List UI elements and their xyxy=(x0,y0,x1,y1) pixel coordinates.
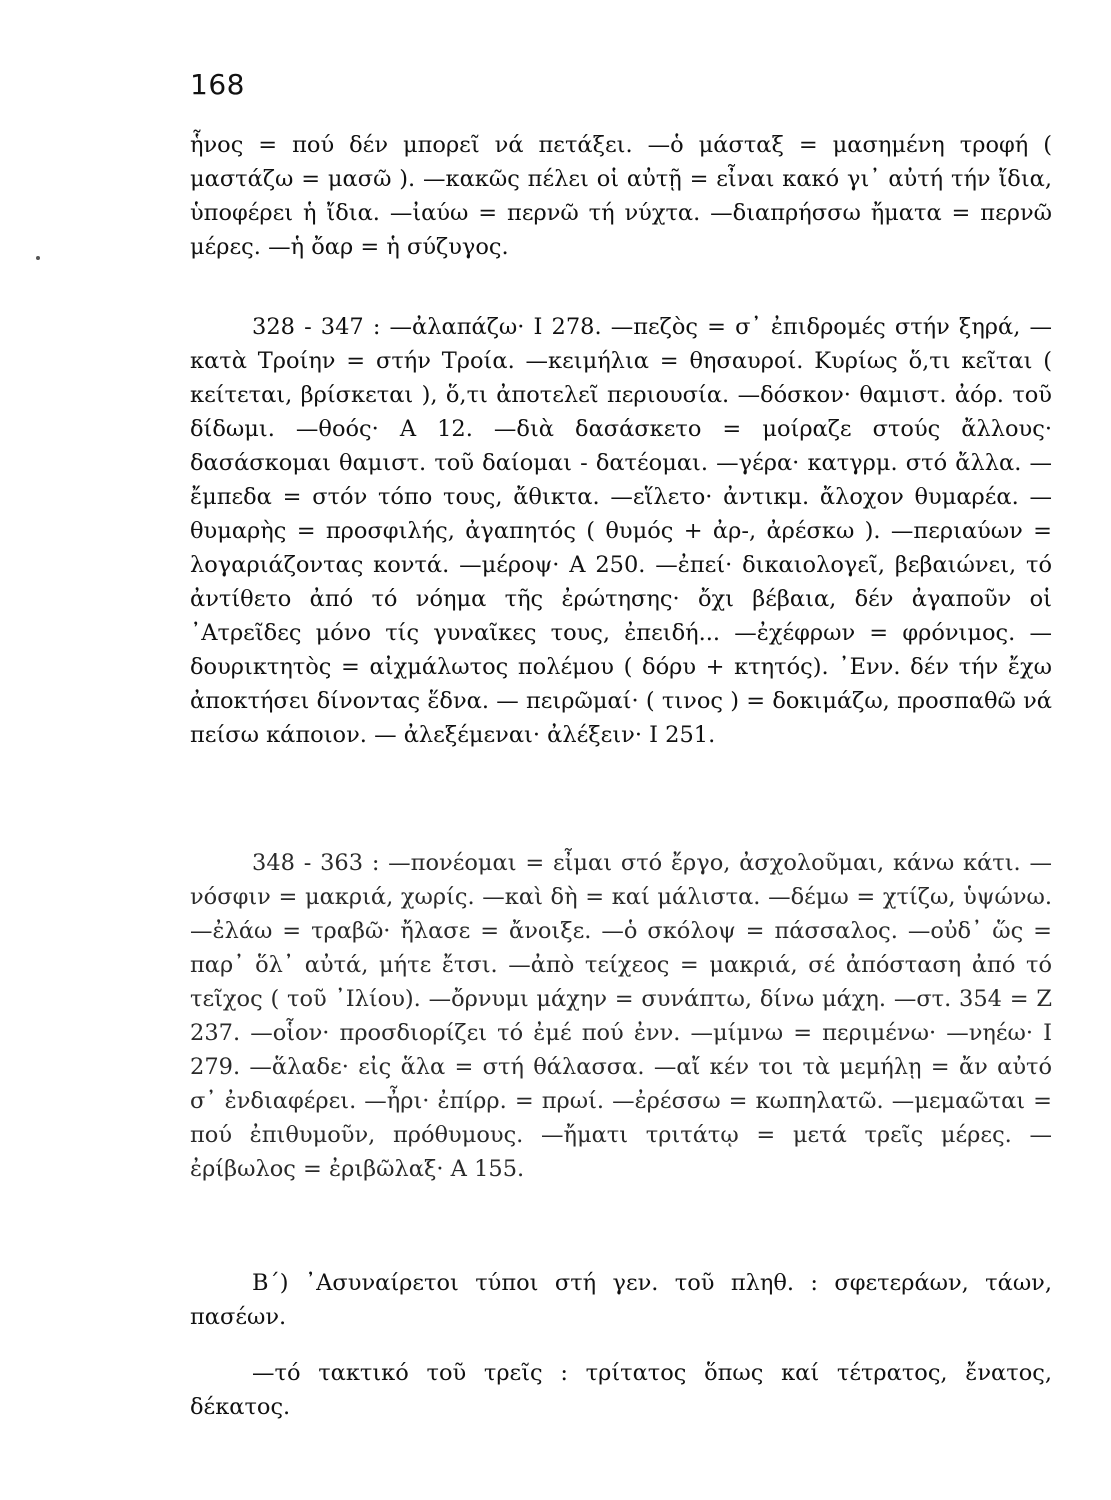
paragraph-glossary-1 xyxy=(190,128,1052,264)
paragraph-verses-328-347 xyxy=(190,310,1052,752)
paragraph-text: —τό τακτικό τοῦ τρεῖς : τρίτατος ὅπως καί τέτρατος, ἔνατος, δέκατος. xyxy=(190,1360,1052,1420)
paragraph-text: Β΄) ᾽Ασυναίρετοι τύποι στή γεν. τοῦ πληθ. : σφετεράων, τάων, πασέων. xyxy=(190,1270,1052,1330)
page-number: 168 xyxy=(190,68,245,101)
scan-speck xyxy=(36,256,40,260)
paragraph-text: 328 - 347 : —ἀλαπάζω· Ι 278. —πεζὸς = σ᾽ ἐπιδρομές στήν ξηρά, —κατὰ Τροίην = στήν Τροία. —κειμήλια = θησαυροί. Κυρίως ὅ,τι κεῖται ( κείτεται, βρίσκεται ), ὅ,τι ἀποτελεῖ περιουσία. —δόσκον· θαμιστ. ἀόρ. τοῦ δίδωμι. —θοός· Α 12. —διὰ δασάσκετο = μοίραζε στούς ἄλλους· δασάσκομαι θαμιστ. τοῦ δαίομαι - δατέομαι. —γέρα· κατγρμ. στό ἄλλα. —ἔμπεδα = στόν τόπο τους, ἄθικτα. —εἵλετο· ἀντικμ. ἄλοχον θυμαρέα. —θυμαρὴς = προσφιλής, ἀγαπητός ( θυμός + ἀρ-, ἀρέσκω ). —περιαύων = λογαριάζοντας κοντά. —μέροψ· Α 250. —ἐπεί· δικαιολογεῖ, βεβαιώνει, τό ἀντίθετο ἀπό τό νόημα τῆς ἐρώτησης· ὄχι βέβαια, δέν ἀγαποῦν οἱ ᾽Ατρεῖδες μόνο τίς γυναῖκες τους, ἐπειδή... —ἐχέφρων = φρόνιμος. —δουρικτητὸς = αἰχμάλωτος πολέμου ( δόρυ + κτητός). ᾽Ενν. δέν τήν ἔχω ἀποκτήσει δίνοντας ἕδνα. — πειρῶμαί· ( τινος ) = δοκιμάζω, προσπαθῶ νά πείσω κάποιον. — ἀλεξέμεναι· ἀλέξειν· Ι 251. xyxy=(190,314,1052,748)
paragraph-text: ἧνος = πού δέν μπορεῖ νά πετάξει. —ὁ μάσταξ = μασημένη τροφή ( μαστάζω = μασῶ ). —κακῶς πέλει οἱ αὐτῇ = εἶναι κακό γι᾽ αὐτή τήν ἴδια, ὑποφέρει ἡ ἴδια. —ἰαύω = περνῶ τή νύχτα. —διαπρήσσω ἤματα = περνῶ μέρες. —ἡ ὄαρ = ἡ σύζυγος. xyxy=(190,132,1052,260)
paragraph-ordinals xyxy=(190,1356,1052,1424)
paragraph-verses-348-363 xyxy=(190,846,1052,1186)
paragraph-uncontracted-forms xyxy=(190,1266,1052,1334)
paragraph-text: 348 - 363 : —πονέομαι = εἶμαι στό ἔργο, ἀσχολοῦμαι, κάνω κάτι. —νόσφιν = μακριά, χωρίς. —καὶ δὴ = καί μάλιστα. —δέμω = χτίζω, ὑψώνω. —ἐλάω = τραβῶ· ἤλασε = ἄνοιξε. —ὁ σκόλοψ = πάσσαλος. —οὐδ᾽ ὥς = παρ᾽ ὅλ᾽ αὐτά, μήτε ἔτσι. —ἀπὸ τείχεος = μακριά, σέ ἀπόσταση ἀπό τό τεῖχος ( τοῦ ᾽Ιλίου). —ὄρνυμι μάχην = συνάπτω, δίνω μάχη. —στ. 354 = Ζ 237. —οἷον· προσδιορίζει τό ἐμέ πού ἐνν. —μίμνω = περιμένω· —νηέω· Ι 279. —ἅλαδε· εἰς ἅλα = στή θάλασσα. —αἴ κέν τοι τὰ μεμήλῃ = ἄν αὐτό σ᾽ ἐνδιαφέρει. —ἦρι· ἐπίρρ. = πρωί. —ἐρέσσω = κωπηλατῶ. —μεμαῶται = πού ἐπιθυμοῦν, πρόθυμους. —ἤματι τριτάτῳ = μετά τρεῖς μέρες. —ἐρίβωλος = ἐριβῶλαξ· Α 155. xyxy=(190,850,1052,1182)
